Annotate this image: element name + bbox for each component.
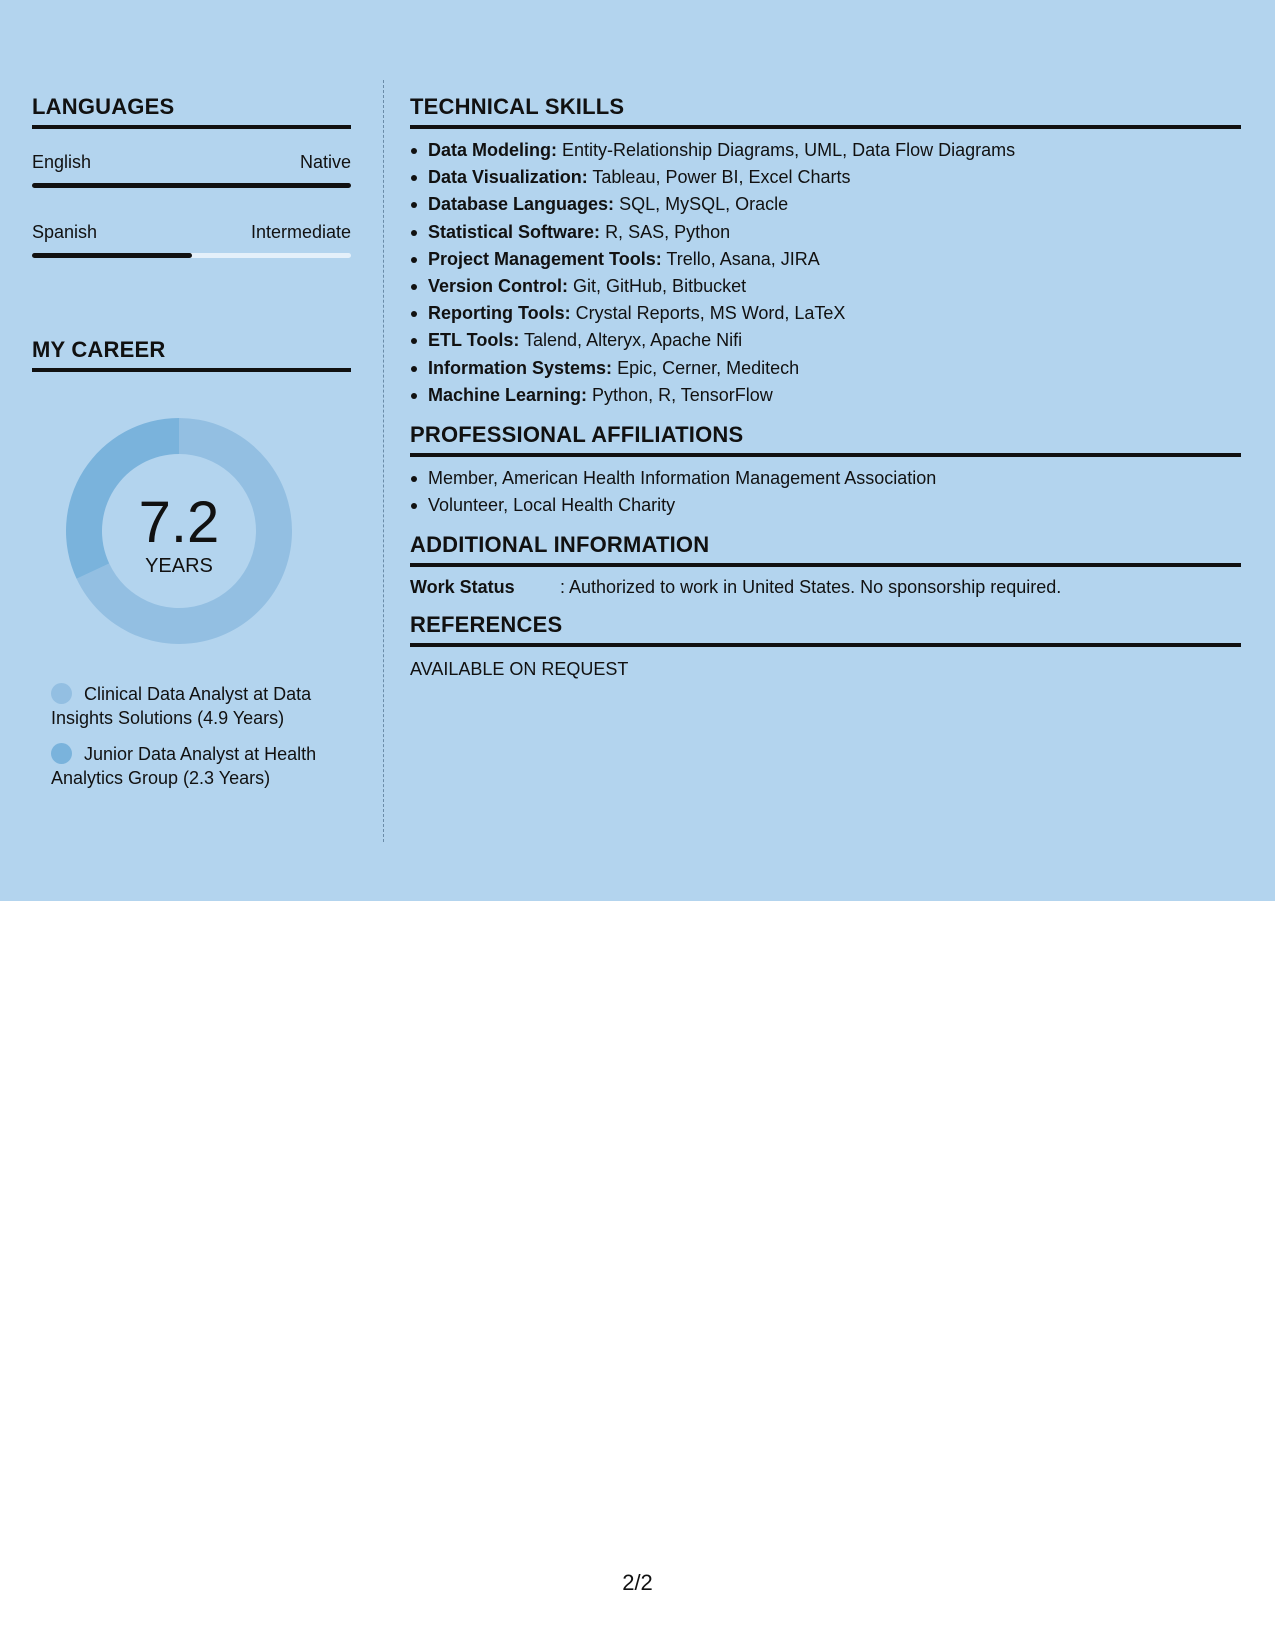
skill-label: Reporting Tools:	[428, 303, 571, 324]
list-item	[410, 355, 1241, 382]
list-item: Volunteer, Local Health Charity	[410, 492, 1241, 519]
career-total-unit: YEARS	[145, 555, 213, 577]
skill-label: Data Visualization:	[428, 167, 588, 188]
right-column	[410, 95, 1241, 681]
legend-label: Junior Data Analyst at Health Analytics Group (2.3 Years)	[51, 744, 317, 788]
left-column	[32, 95, 351, 802]
career-total-years: 7.2	[138, 490, 220, 555]
skill-value: Entity-Relationship Diagrams, UML, Data Flow Diagrams	[562, 140, 1016, 160]
page-number: 2/2	[622, 1570, 653, 1595]
language-name: Spanish	[32, 222, 98, 242]
list-item: Member, American Health Information Management Association	[410, 465, 1241, 492]
language-level: Native	[299, 152, 351, 172]
legend-swatch	[51, 683, 72, 704]
skill-value: Epic, Cerner, Meditech	[617, 357, 800, 378]
skill-value: Crystal Reports, MS Word, LaTeX	[575, 303, 846, 324]
list-item	[410, 191, 1241, 218]
skill-label: Project Management Tools:	[428, 248, 662, 269]
language-name: English	[32, 152, 92, 172]
skill-value: Python, R, TensorFlow	[592, 384, 773, 405]
language-level: Intermediate	[250, 222, 351, 242]
skill-value: Trello, Asana, JIRA	[666, 248, 820, 269]
language-proficiency-bar	[32, 253, 351, 258]
list-item	[410, 137, 1241, 164]
skill-value: SQL, MySQL, Oracle	[619, 194, 789, 215]
language-item	[32, 221, 351, 258]
list-item	[410, 382, 1241, 409]
additional-heading: ADDITIONAL INFORMATION	[410, 533, 1241, 567]
languages-heading: LANGUAGES	[32, 95, 351, 129]
skill-label: Statistical Software:	[428, 221, 601, 242]
skill-label: Information Systems:	[428, 357, 613, 378]
legend-swatch	[51, 743, 72, 764]
work-status-row	[410, 575, 1241, 599]
list-item	[410, 219, 1241, 246]
skill-label: ETL Tools:	[428, 330, 520, 351]
career-heading: MY CAREER	[32, 338, 351, 372]
language-item	[32, 151, 351, 188]
references-section	[410, 613, 1241, 681]
language-proficiency-bar	[32, 183, 351, 188]
skill-label: Database Languages:	[428, 194, 615, 215]
legend-label: Clinical Data Analyst at Data Insights Solutions (4.9 Years)	[51, 684, 312, 728]
legend-item	[51, 742, 331, 790]
additional-section	[410, 533, 1241, 599]
affiliations-heading: PROFESSIONAL AFFILIATIONS	[410, 423, 1241, 457]
skill-value: Tableau, Power BI, Excel Charts	[592, 167, 851, 188]
work-status-value: : Authorized to work in United States. No sponsorship required.	[560, 577, 1062, 598]
references-heading: REFERENCES	[410, 613, 1241, 647]
list-item	[410, 327, 1241, 354]
career-donut-chart	[66, 418, 292, 644]
legend-item	[51, 682, 331, 730]
career-legend	[51, 682, 331, 790]
column-divider	[383, 80, 384, 842]
skill-value: R, SAS, Python	[605, 221, 731, 242]
list-item	[410, 273, 1241, 300]
work-status-label: Work Status	[410, 577, 515, 598]
skills-list	[410, 137, 1241, 409]
language-proficiency-fill	[32, 183, 351, 188]
list-item	[410, 246, 1241, 273]
skill-label: Version Control:	[428, 276, 569, 297]
language-proficiency-fill	[32, 253, 192, 258]
skill-label: Machine Learning:	[428, 384, 588, 405]
affiliations-section	[410, 423, 1241, 519]
affiliations-list	[410, 465, 1241, 519]
list-item	[410, 300, 1241, 327]
skill-value: Git, GitHub, Bitbucket	[573, 276, 747, 297]
references-text: AVAILABLE ON REQUEST	[410, 659, 629, 680]
list-item	[410, 164, 1241, 191]
skill-value: Talend, Alteryx, Apache Nifi	[524, 330, 743, 351]
skills-heading: TECHNICAL SKILLS	[410, 95, 1241, 129]
skill-label: Data Modeling:	[428, 140, 557, 160]
